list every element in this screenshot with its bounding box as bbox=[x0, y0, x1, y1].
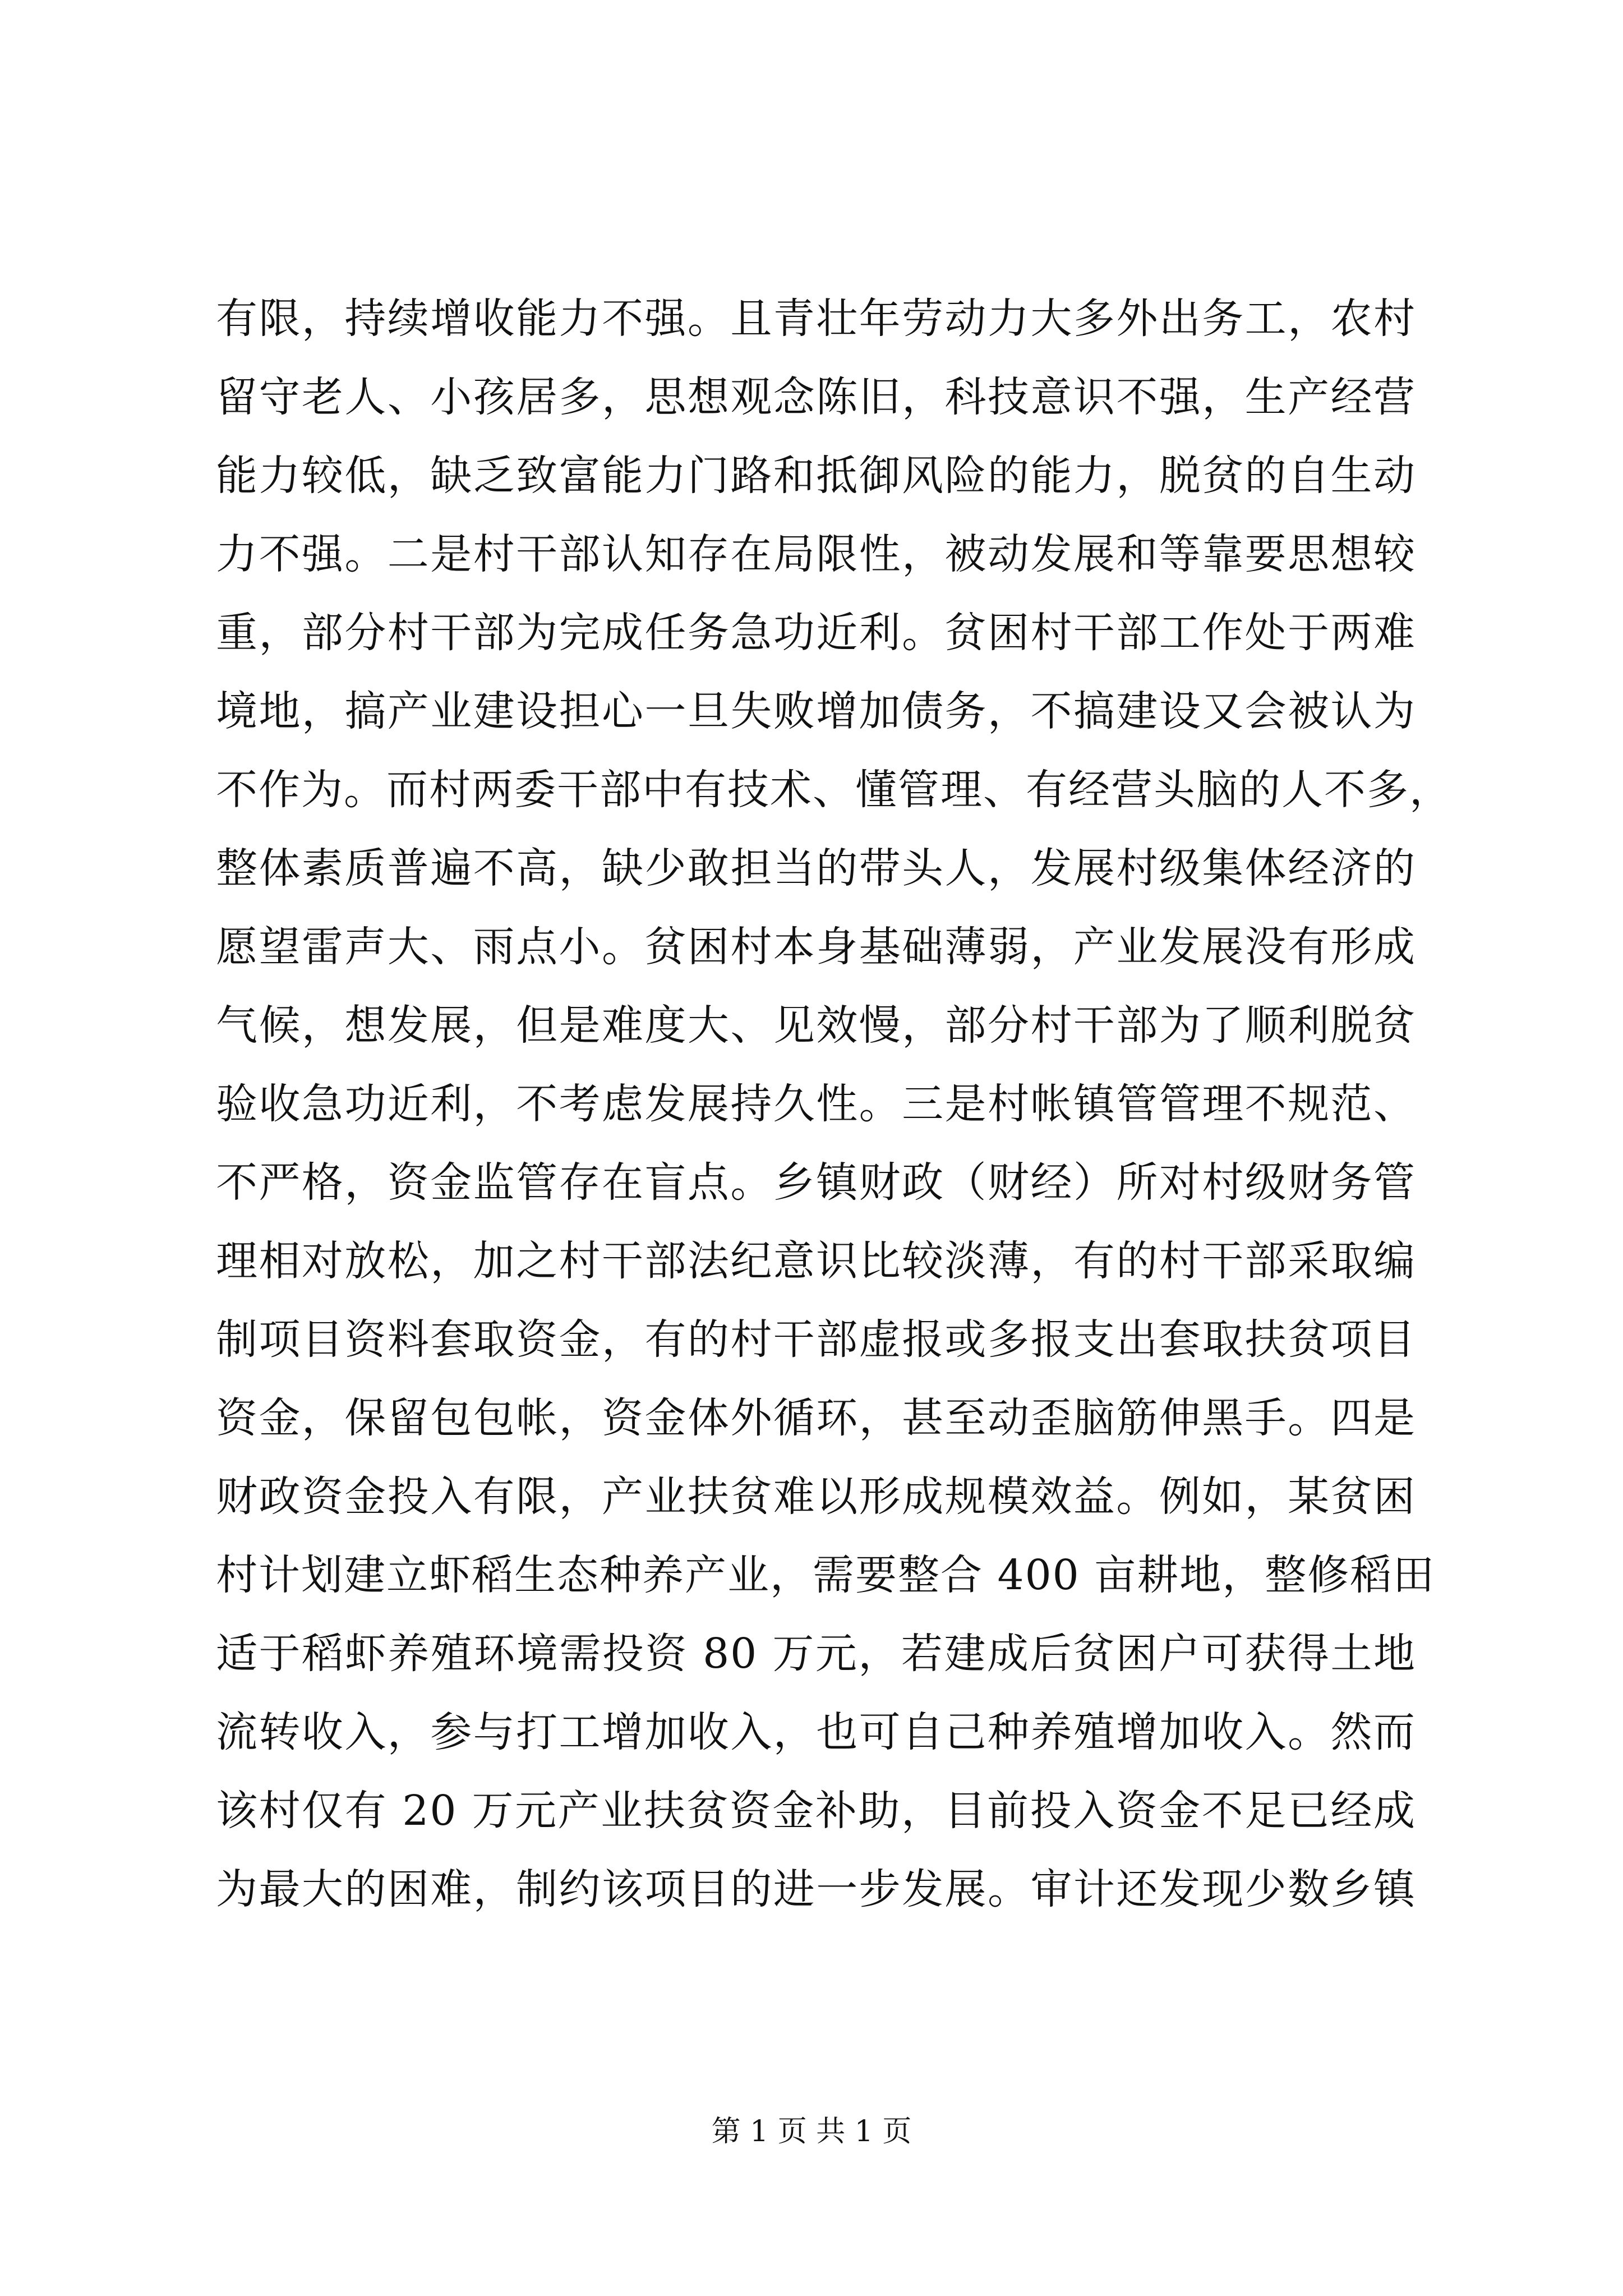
text-line: 不严格，资金监管存在盲点。乡镇财政（财经）所对村级财务管 bbox=[216, 1158, 1416, 1207]
text-line: 村计划建立虾稻生态种养产业，需要整合 400 亩耕地，整修稻田 bbox=[216, 1551, 1436, 1599]
text-line: 资金，保留包包帐，资金体外循环，甚至动歪脑筋伸黑手。四是 bbox=[216, 1394, 1416, 1442]
text-line: 气候，想发展，但是难度大、见效慢，部分村干部为了顺利脱贫 bbox=[216, 1001, 1416, 1050]
text-line: 留守老人、小孩居多，思想观念陈旧，科技意识不强，生产经营 bbox=[216, 373, 1416, 421]
text-line: 流转收入，参与打工增加收入，也可自己种养殖增加收入。然而 bbox=[216, 1708, 1416, 1756]
text-line: 愿望雷声大、雨点小。贫困村本身基础薄弱，产业发展没有形成 bbox=[216, 923, 1416, 971]
body-text bbox=[216, 279, 1452, 1929]
text-line: 该村仅有 20 万元产业扶贫资金补助，目前投入资金不足已经成 bbox=[216, 1787, 1416, 1835]
text-line: 境地，搞产业建设担心一旦失败增加债务，不搞建设又会被认为 bbox=[216, 687, 1416, 735]
text-line: 理相对放松，加之村干部法纪意识比较淡薄，有的村干部采取编 bbox=[216, 1237, 1416, 1285]
text-line: 为最大的困难，制约该项目的进一步发展。审计还发现少数乡镇 bbox=[216, 1865, 1416, 1913]
text-line: 力不强。二是村干部认知存在局限性，被动发展和等靠要思想较 bbox=[216, 530, 1416, 578]
text-line: 财政资金投入有限，产业扶贫难以形成规模效益。例如，某贫困 bbox=[216, 1473, 1416, 1521]
text-line: 验收急功近利，不考虑发展持久性。三是村帐镇管管理不规范、 bbox=[216, 1080, 1416, 1128]
text-line: 适于稻虾养殖环境需投资 80 万元，若建成后贫困户可获得土地 bbox=[216, 1630, 1416, 1678]
text-line: 整体素质普遍不高，缺少敢担当的带头人，发展村级集体经济的 bbox=[216, 844, 1416, 892]
text-line: 有限，持续增收能力不强。且青壮年劳动力大多外出务工，农村 bbox=[216, 295, 1416, 343]
text-line: 制项目资料套取资金，有的村干部虚报或多报支出套取扶贫项目 bbox=[216, 1315, 1416, 1364]
page-footer: 第 1 页 共 1 页 bbox=[711, 2115, 912, 2148]
text-line: 不作为。而村两委干部中有技术、懂管理、有经营头脑的人不多， bbox=[216, 766, 1452, 814]
text-line: 能力较低，缺乏致富能力门路和抵御风险的能力，脱贫的自生动 bbox=[216, 452, 1416, 500]
text-line: 重，部分村干部为完成任务急功近利。贫困村干部工作处于两难 bbox=[216, 609, 1416, 657]
